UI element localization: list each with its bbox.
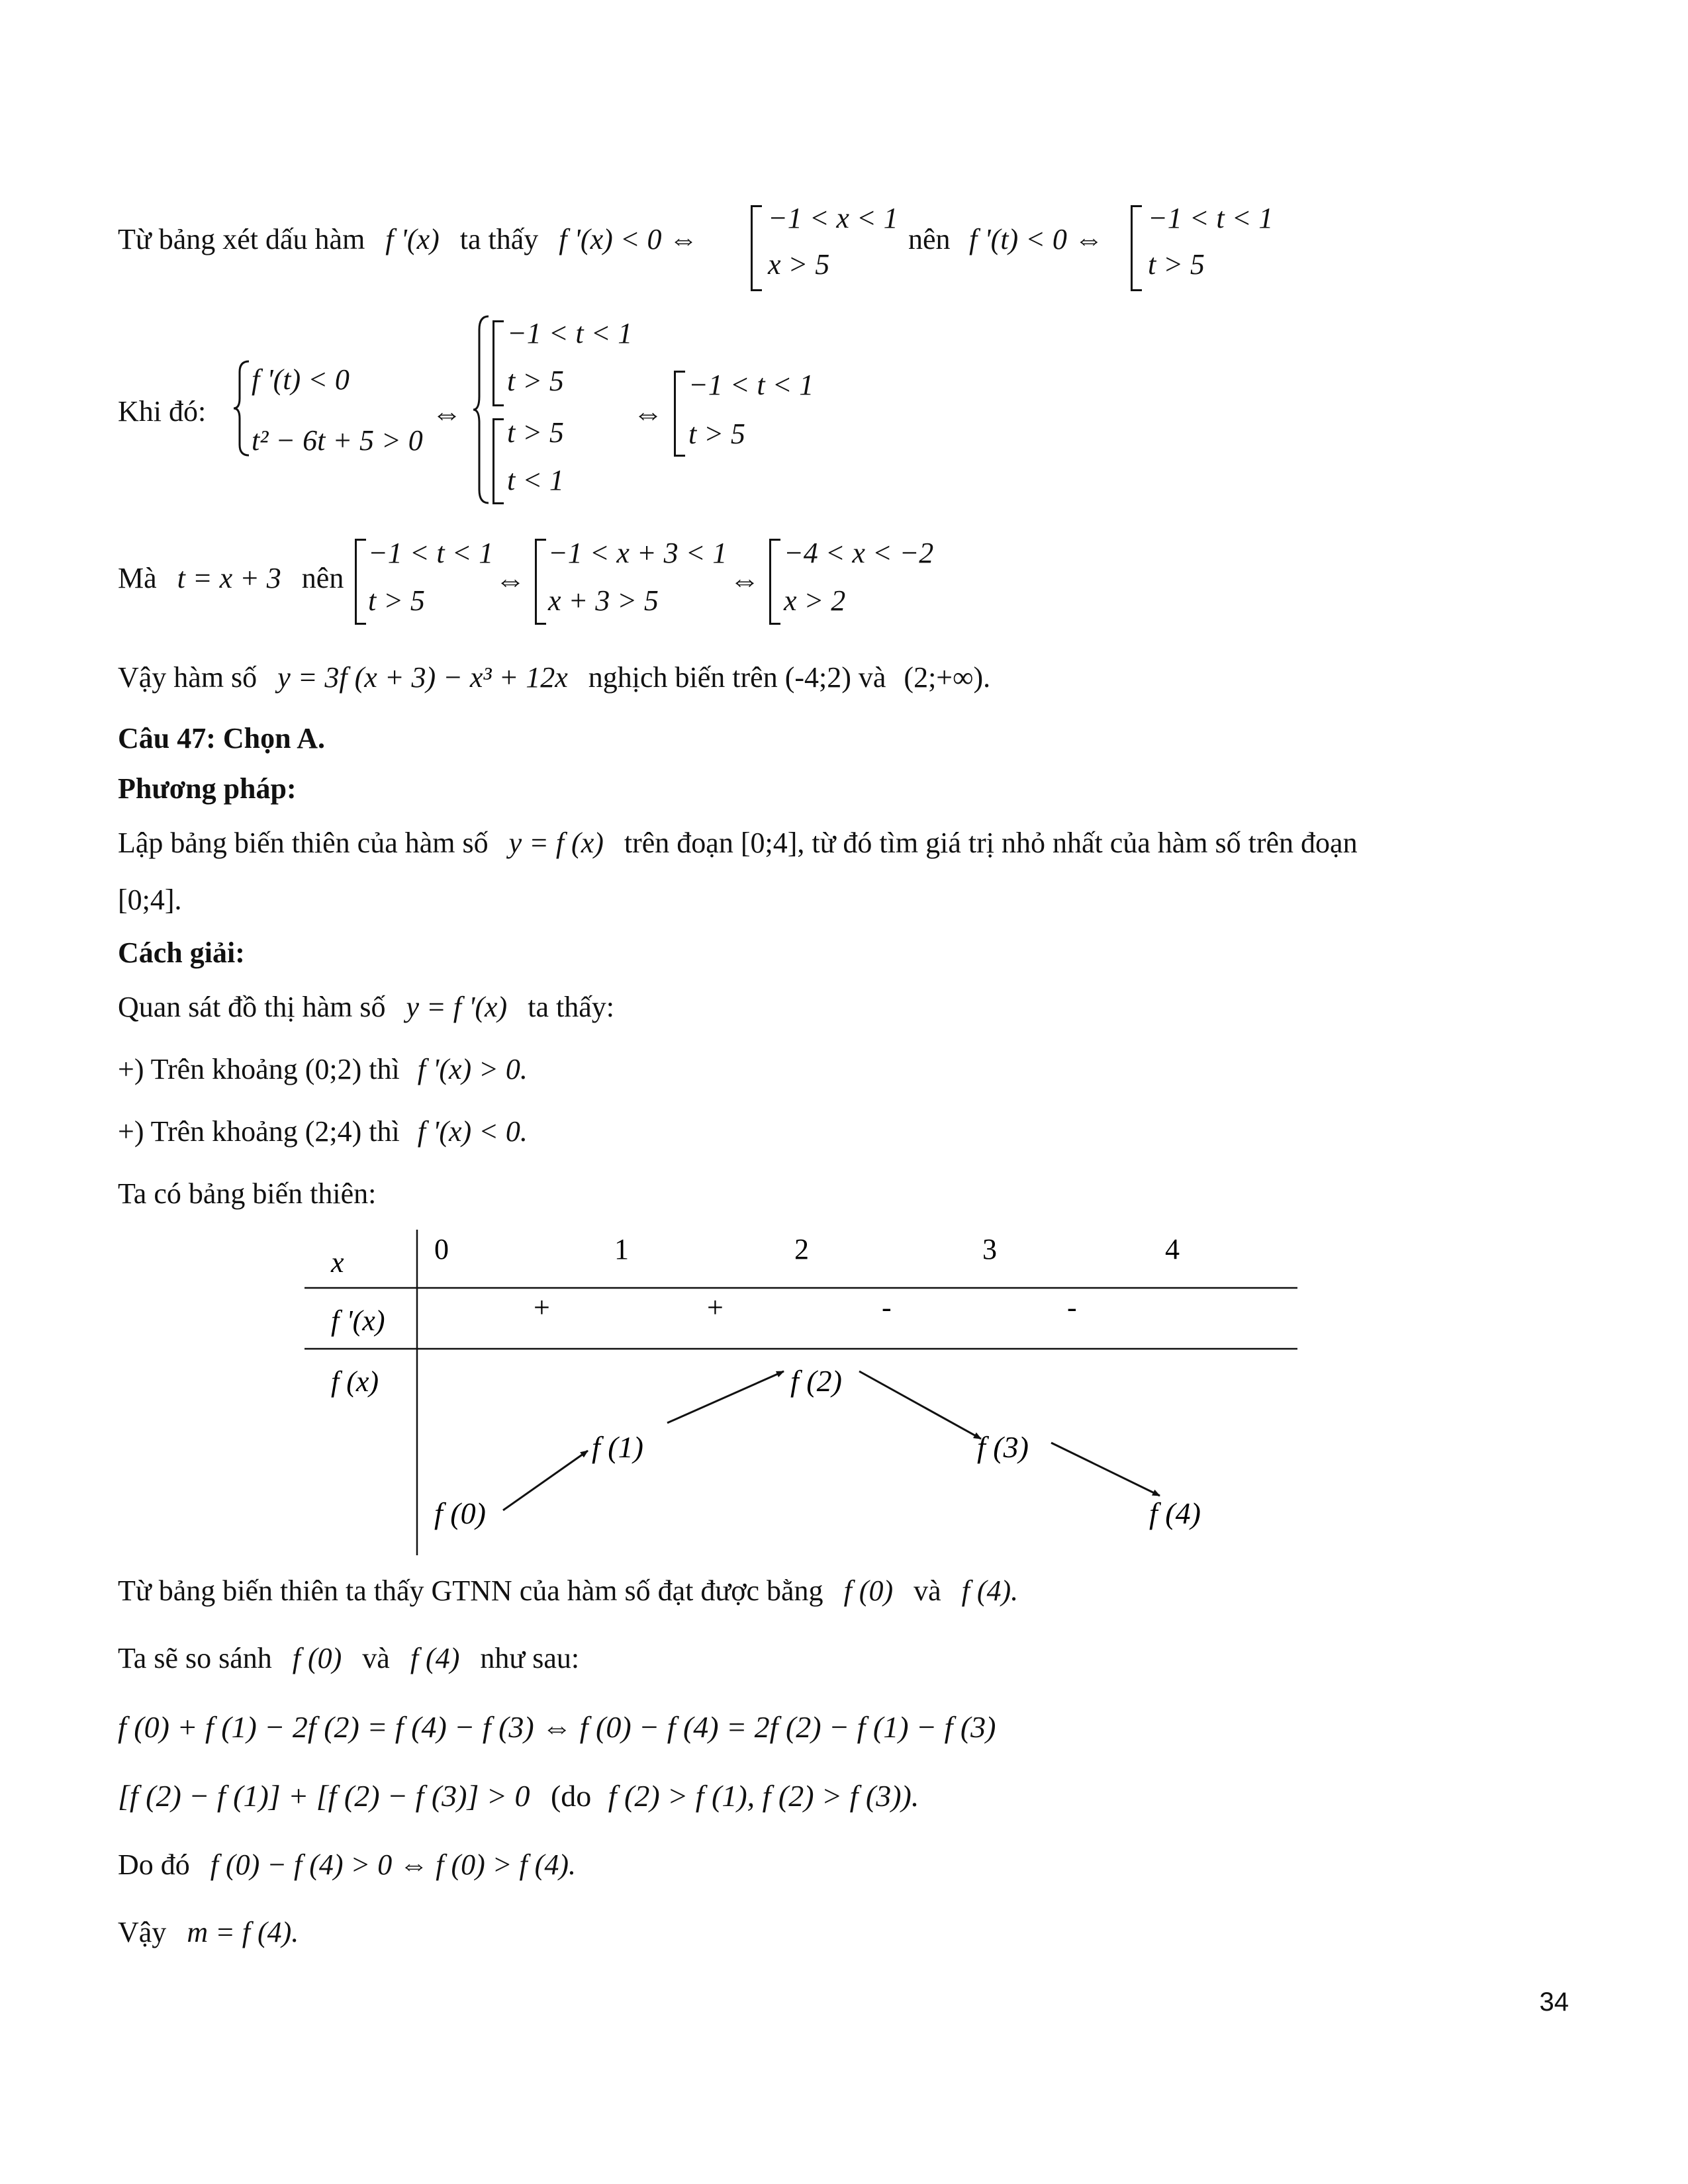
text: Quan sát đồ thị hàm số: [118, 991, 386, 1023]
sign-analysis-line: [118, 221, 698, 258]
math-value: f (0): [292, 1642, 342, 1674]
bracket: [492, 418, 504, 504]
f-value: f (3): [977, 1430, 1029, 1464]
case-item: x > 2: [784, 584, 846, 617]
text: ta thấy:: [528, 991, 614, 1023]
brace: [471, 314, 491, 506]
case-item: −1 < t < 1: [1148, 202, 1274, 234]
inequality-line: [118, 1778, 919, 1815]
question-title: Câu 47: Chọn A.: [118, 722, 325, 754]
case-item: t > 5: [507, 416, 564, 449]
text: Mà: [118, 562, 157, 594]
bracket: [355, 539, 366, 625]
text: (do: [550, 1779, 592, 1813]
case-item: −4 < x < −2: [784, 537, 934, 569]
case-item: −1 < x + 3 < 1: [548, 537, 727, 569]
page-number: 34: [1539, 1987, 1569, 2017]
text: như sau:: [480, 1642, 580, 1674]
f-value: f (0): [434, 1496, 486, 1530]
f-value: f (4): [1149, 1496, 1201, 1530]
math-sign: f '(x) > 0.: [417, 1053, 528, 1085]
x-value: 2: [794, 1233, 809, 1265]
case-item: x + 3 > 5: [548, 584, 659, 617]
system-item: f '(t) < 0: [252, 363, 350, 396]
text: +) Trên khoảng (2;4) thì: [118, 1115, 400, 1148]
math-substitution: t = x + 3: [177, 562, 281, 594]
case-item: −1 < t < 1: [368, 537, 494, 569]
increase-arrow: [667, 1371, 784, 1423]
text: Từ bảng xét dấu hàm: [118, 223, 365, 255]
section-heading: Cách giải:: [118, 936, 245, 969]
bracket: [674, 371, 685, 457]
variation-table: [305, 1218, 1311, 1562]
math-sign: f '(x) < 0.: [417, 1115, 528, 1148]
text: ta thấy: [459, 223, 539, 255]
x-row-label: x: [331, 1246, 344, 1279]
bracket: [751, 205, 762, 291]
x-value: 0: [434, 1233, 449, 1265]
iff-symbol: ⇔: [432, 396, 462, 430]
text: Do đó: [118, 1848, 190, 1881]
math-inequality: f (0) − f (4) > 0 ⇔ f (0) > f (4).: [210, 1848, 576, 1881]
text: Từ bảng biến thiên ta thấy GTNN của hàm số đạt được bằng: [118, 1574, 823, 1607]
x-value: 3: [982, 1233, 997, 1265]
bracket: [535, 539, 546, 625]
math-answer: m = f (4).: [187, 1916, 299, 1948]
math-inequality: f (2) > f (1), f (2) > f (3)).: [608, 1779, 919, 1813]
case-item: t > 5: [368, 584, 425, 617]
f-row-label: f (x): [331, 1365, 379, 1398]
section-heading: Phương pháp:: [118, 772, 297, 805]
text: +) Trên khoảng (0;2) thì: [118, 1053, 400, 1085]
method-line: [118, 825, 1358, 862]
math-inequality: [f (2) − f (1)] + [f (2) − f (3)] > 0: [118, 1779, 530, 1813]
case-item: −1 < t < 1: [507, 317, 633, 349]
text: trên đoạn [0;4], từ đó tìm giá trị nhỏ nhất của hàm số trên đoạn: [624, 827, 1358, 859]
observation-line: [118, 989, 614, 1026]
conclusion-line: [118, 659, 990, 696]
math-interval: (2;+∞).: [904, 661, 991, 694]
case-item: t < 1: [507, 464, 564, 496]
sign-value: -: [882, 1291, 892, 1324]
system-item: t² − 6t + 5 > 0: [252, 424, 423, 457]
case-item: −1 < t < 1: [688, 369, 814, 401]
iff-symbol: ⇔: [633, 396, 663, 430]
fprime-row-label: f '(x): [331, 1304, 385, 1337]
text: Vậy hàm số: [118, 661, 258, 694]
interval-item: [118, 1113, 528, 1150]
math-condition: f '(t) < 0 ⇔: [969, 223, 1103, 255]
math-function: y = f '(x): [406, 991, 508, 1023]
sign-value: +: [534, 1291, 550, 1324]
case-item: −1 < x < 1: [768, 202, 898, 234]
f-value: f (2): [790, 1364, 842, 1398]
compare-line: [118, 1640, 579, 1677]
math-value: f (0): [843, 1574, 894, 1607]
sign-value: -: [1067, 1291, 1077, 1324]
final-answer-line: [118, 1914, 299, 1951]
math-condition: f '(x) < 0 ⇔: [559, 223, 698, 255]
math-value: f (4): [410, 1642, 460, 1674]
increase-arrow: [503, 1451, 588, 1510]
text: Ta có bảng biến thiên:: [118, 1177, 377, 1210]
text: nghịch biến trên (-4;2) và: [588, 661, 886, 694]
brace: [232, 359, 252, 458]
min-conclusion-line: [118, 1572, 1018, 1610]
f-value: f (1): [592, 1430, 643, 1464]
case-item: x > 5: [768, 248, 830, 281]
x-value: 4: [1165, 1233, 1180, 1265]
case-item: t > 5: [688, 418, 745, 450]
text: Khi đó:: [118, 395, 207, 428]
case-item: t > 5: [507, 365, 564, 397]
equation: f (0) + f (1) − 2f (2) = f (4) − f (3) ⇔ f (0) − f (4) = 2f (2) − f (1) − f (3): [118, 1710, 996, 1744]
math-function: y = 3f (x + 3) − x³ + 12x: [277, 661, 568, 694]
text: Vậy: [118, 1916, 167, 1948]
sign-value: +: [707, 1291, 724, 1324]
interval-item: [118, 1051, 528, 1088]
math-value: f (4).: [961, 1574, 1019, 1607]
math-fprime: f '(x): [385, 223, 440, 255]
therefore-line: [118, 1846, 576, 1884]
bracket: [1131, 205, 1142, 291]
bracket: [492, 320, 504, 406]
decrease-arrow: [859, 1371, 981, 1439]
iff-symbol: ⇔: [729, 563, 760, 597]
text: và: [914, 1574, 941, 1607]
text: nên: [301, 562, 344, 594]
text: và: [362, 1642, 390, 1674]
text: Ta sẽ so sánh: [118, 1642, 272, 1674]
iff-symbol: ⇔: [495, 563, 526, 597]
case-item: t > 5: [1148, 248, 1205, 281]
x-value: 1: [614, 1233, 629, 1265]
bracket: [769, 539, 780, 625]
math-function: y = f (x): [508, 827, 604, 859]
substitution-line: [118, 560, 344, 597]
text: nên: [908, 223, 951, 255]
decrease-arrow: [1051, 1443, 1160, 1496]
text: Lập bảng biến thiên của hàm số: [118, 827, 489, 859]
text: [0;4].: [118, 884, 182, 916]
